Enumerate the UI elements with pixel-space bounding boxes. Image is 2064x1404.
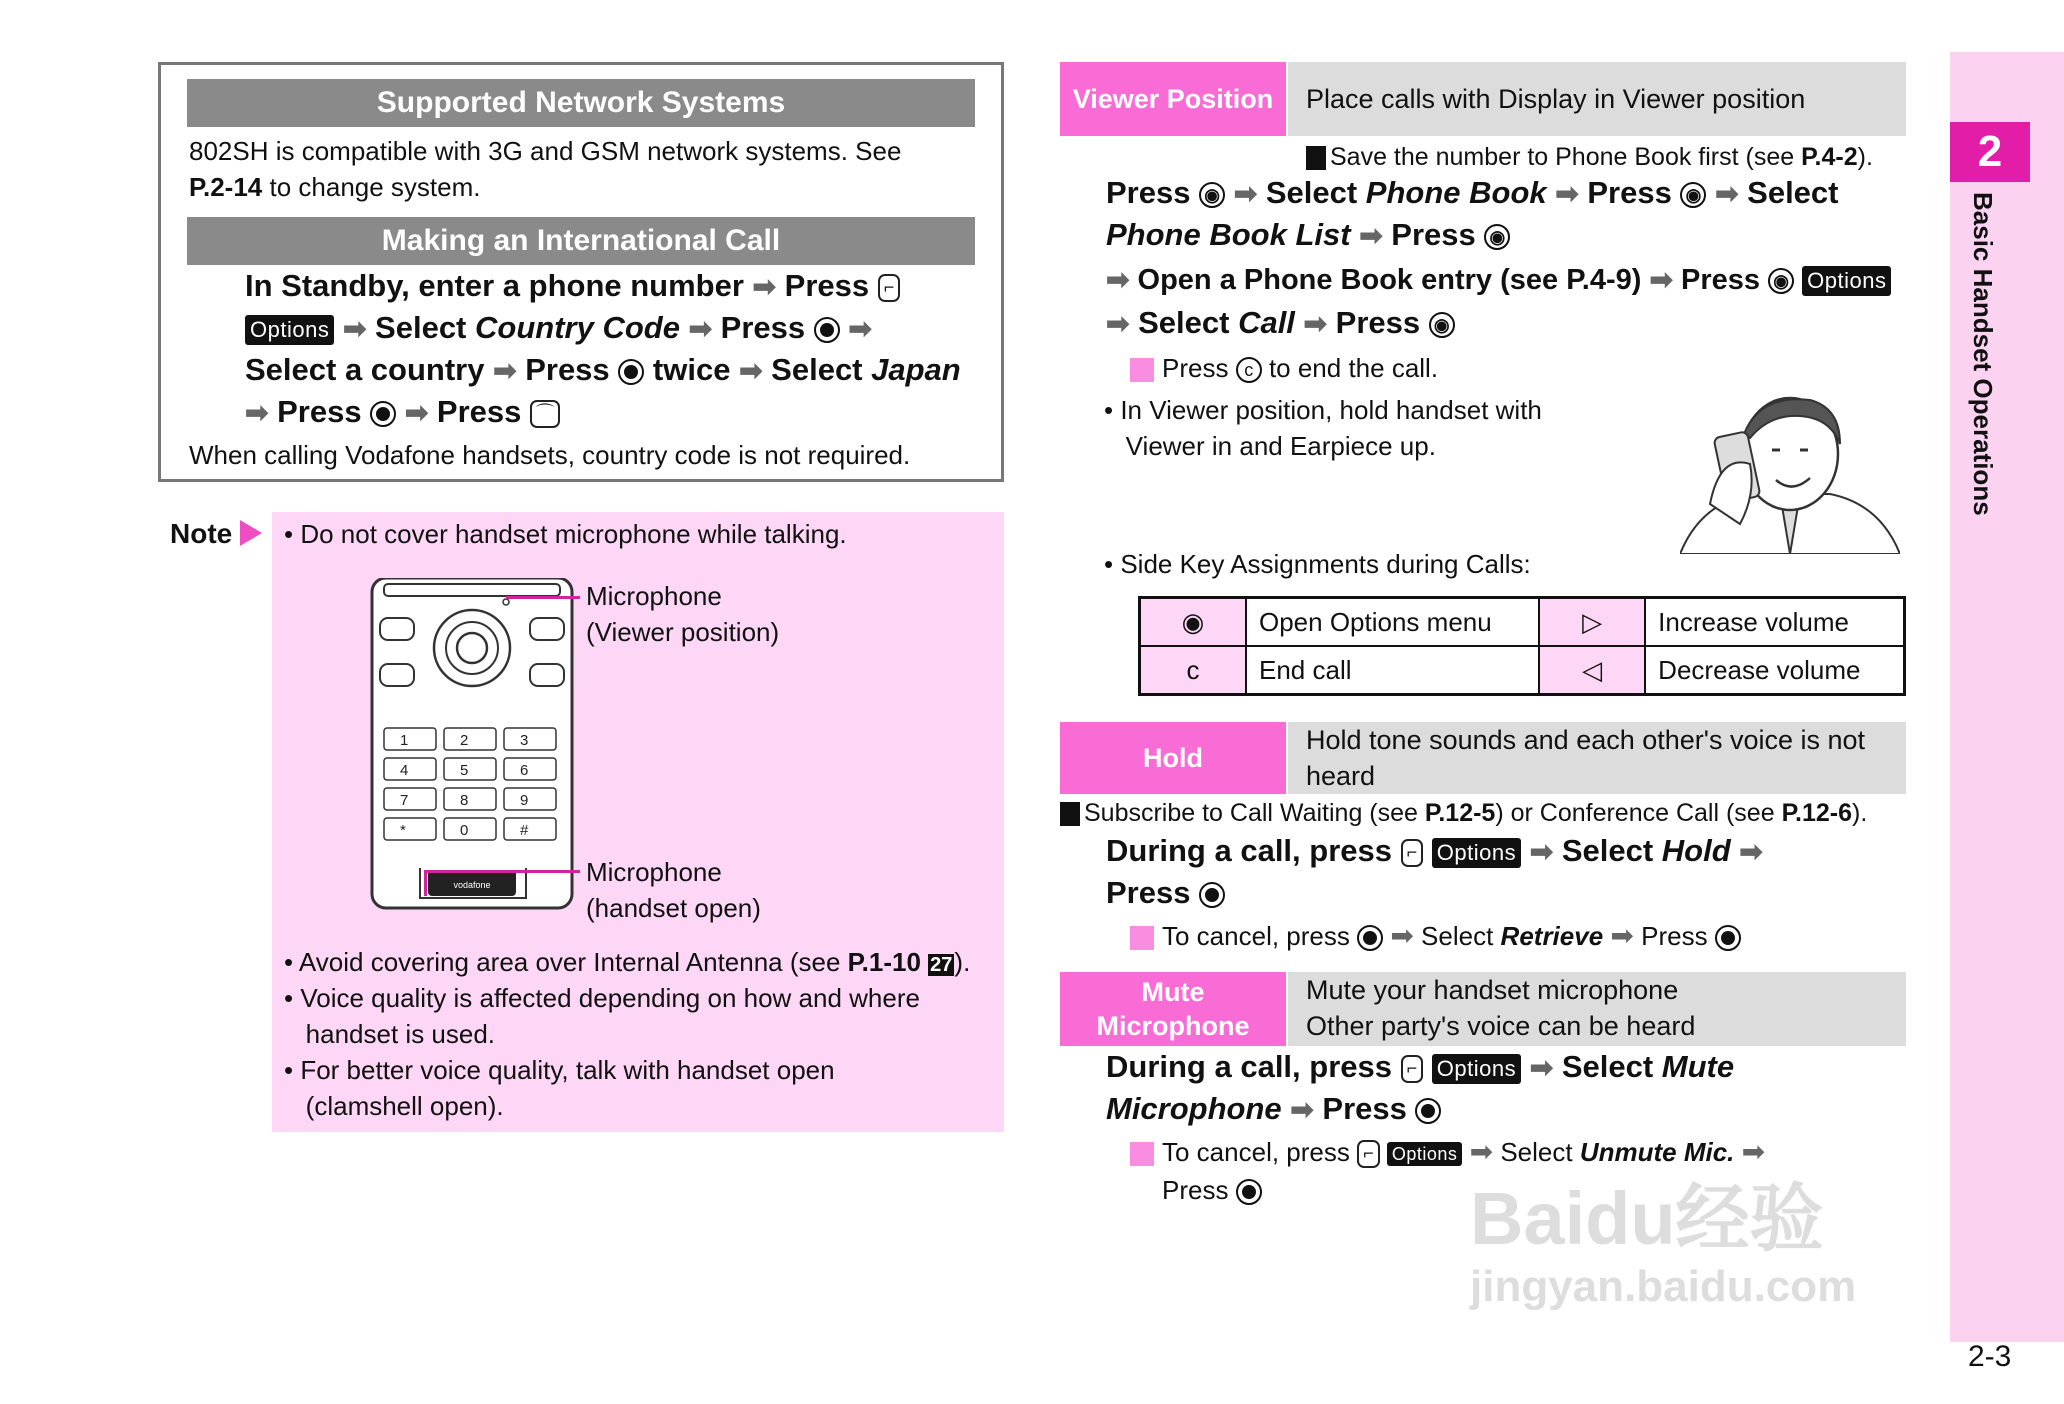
networks-line2: to change system. [262,172,481,202]
table-cell-key: ◉ [1140,598,1247,647]
viewer-s1-c: Phone Book [1365,175,1547,210]
keypad-key-label: 2 [460,732,469,749]
phone-brand: vodafone [453,880,491,890]
arrow-icon: ➡ [404,397,429,428]
intl-l3-c: twice [652,352,731,387]
hold-pre-ref1: P.12-5 [1424,799,1496,827]
hold-pre-ref2: P.12-6 [1781,799,1852,827]
viewer-prerequisite [1306,140,1873,174]
viewer-bullet-1: • In Viewer position, hold handset with Viewer in and Earpiece up. [1104,395,1542,461]
table-row [1140,646,1905,695]
mic1-label-line2: (Viewer position) [586,617,780,647]
keypad-key-label: 1 [400,732,409,749]
hold-step-line-2 [1106,872,1225,914]
mute-section-label [1060,972,1286,1046]
left-softkey-icon: ⌐ [1357,1140,1380,1168]
antenna-ref-badge: 27 [930,954,953,976]
arrow-icon: ➡ [1106,308,1130,339]
networks-text [189,133,979,205]
intl-step-line-4 [245,391,560,434]
mic2-label-line1: Microphone [586,857,722,887]
hold-pre-end: ). [1852,799,1868,827]
side-key-icon: ◉ [1199,182,1225,208]
arrow-icon: ➡ [1390,920,1414,951]
note-bullet-3: • Voice quality is affected depending on how and where handset is used. [284,983,920,1049]
viewer-bullet-2: • Side Key Assignments during Calls: [1104,549,1531,579]
tip-icon [1130,1142,1154,1166]
table-cell-value: Open Options menu [1246,598,1539,647]
keypad-key [444,728,496,750]
hold-s1-b: Select [1561,833,1654,868]
options-badge: Options [1432,838,1521,868]
intl-l3-a: Select a country [245,352,485,387]
viewer-section-desc: Place calls with Display in Viewer position [1288,62,1906,136]
keypad-key-label: 3 [520,732,529,749]
intl-l3-b: Press [525,352,610,387]
arrow-icon: ➡ [848,313,872,344]
man-on-phone-illustration [1680,394,1900,554]
note-label: Note [170,518,233,549]
keypad-key [384,788,436,810]
note-bullet-2-text: Avoid covering area over Internal Antenna (see [298,947,848,977]
c-key-icon: c [1236,357,1262,383]
left-softkey-icon: ⌐ [1401,839,1424,867]
hold-cancel [1130,918,1741,954]
arrow-icon: ➡ [1233,178,1258,209]
mic2-pointer-drop [424,870,427,896]
viewer-pre-text: Save the number to Phone Book first (see [1330,143,1802,171]
arrow-icon: ➡ [1610,920,1634,951]
table-cell-value: End call [1246,646,1539,695]
mute-cancel-c: Unmute Mic. [1579,1137,1735,1167]
viewer-s1-b: Select [1265,175,1358,210]
options-badge: Options [245,315,334,345]
arrow-icon: ➡ [688,313,713,344]
keypad-key-label: 4 [400,762,409,779]
side-key-icon: ◉ [1768,268,1794,294]
viewer-end-call [1130,350,1438,386]
keypad-key-label: 9 [520,792,529,809]
options-badge: Options [1432,1054,1521,1084]
hold-prerequisite [1060,796,1867,830]
intl-step-line-1 [245,265,900,308]
left-softkey-icon: ⌐ [1401,1055,1424,1083]
arrow-icon: ➡ [493,355,517,386]
watermark-url: jingyan.baidu.com [1470,1262,1857,1311]
handset-illustration [366,578,578,914]
arrow-icon: ➡ [1741,1136,1766,1167]
keypad-key [504,758,556,780]
table-cell-key: c [1140,646,1247,695]
networks-heading: Supported Network Systems [187,79,975,127]
keypad-key [384,818,436,840]
viewer-bullet-1-l2: Viewer in and Earpiece up. [1125,431,1436,461]
mute-desc-l1: Mute your handset microphone [1306,975,1679,1005]
mic2-pointer [424,870,580,873]
arrow-icon: ➡ [1359,220,1383,251]
mute-step-line-1 [1106,1046,1734,1089]
note-bullet-4: • For better voice quality, talk with handset open (clamshell open). [284,1055,835,1121]
intl-l2-c: Press [720,310,806,345]
keypad-key-label: 8 [460,792,469,809]
mute-cancel-line2 [1162,1172,1262,1208]
mute-cancel-d: Press [1162,1175,1229,1205]
mic2-label-line2: (handset open) [586,893,761,923]
mute-s1-a: During a call, press [1106,1049,1392,1084]
arrow-icon: ➡ [1290,1094,1314,1125]
intl-l1-b: Press [784,268,870,303]
mute-s2-b: Press [1322,1091,1407,1126]
arrow-icon: ➡ [342,313,367,344]
viewer-end-b: to end the call. [1268,353,1439,383]
intl-heading: Making an International Call [187,217,975,265]
arrow-icon: ➡ [1303,308,1328,339]
hold-step-line-1 [1106,830,1763,873]
table-cell-value: Decrease volume [1645,646,1904,695]
prerequisite-icon [1060,802,1080,826]
mic1-label [586,578,779,650]
viewer-step-line-3 [1106,259,1891,301]
viewer-s1-e: Select [1747,175,1839,210]
hold-pre-b: ) or Conference Call (see [1495,799,1782,827]
arrow-icon: ➡ [1106,264,1130,295]
center-key-icon [1357,925,1383,951]
hold-cancel-b: Select [1421,921,1494,951]
hold-cancel-c: Retrieve [1500,921,1604,951]
arrow-icon: ➡ [752,271,777,302]
keypad-key [504,818,556,840]
chapter-title: Basic Handset Operations [1968,192,1998,516]
viewer-s4-b: Call [1238,305,1295,340]
viewer-step-line-4 [1106,302,1455,345]
note-bullet-1: • Do not cover handset microphone while talking. [284,519,847,549]
arrow-icon: ➡ [1469,1136,1494,1167]
note-bullet-2: • Avoid covering area over Internal Antenna (see P.1-10 27). [284,947,971,977]
network-info-box [158,62,1004,482]
viewer-pre-ref: P.4-2 [1801,143,1858,171]
intl-step-line-3 [245,349,961,392]
mute-label-l2: Microphone [1096,1011,1250,1041]
keypad-key [504,788,556,810]
hold-section-label: Hold [1060,722,1286,794]
intl-l4-a: Press [277,394,362,429]
networks-line1: 802SH is compatible with 3G and GSM network systems. See [189,136,902,166]
viewer-s3-b: Press [1681,264,1761,296]
keypad-key [384,758,436,780]
viewer-step-line-2 [1106,214,1510,257]
viewer-s3-a: Open a Phone Book entry (see P.4-9) [1137,264,1642,296]
side-key-icon: ◉ [1484,224,1510,250]
note-bullet-3-l1: Voice quality is affected depending on how and where [300,983,920,1013]
keypad-key [444,788,496,810]
keypad-key [444,758,496,780]
mic1-pointer [506,596,580,599]
table-cell-key: ◁ [1539,646,1645,695]
keypad-key-label: # [520,822,529,839]
watermark-logo: Baidu经验 [1470,1177,1824,1260]
note-bullet-3-l2: handset is used. [305,1019,496,1049]
chapter-number: 2 [1950,122,2030,182]
viewer-bullet-1-l1: In Viewer position, hold handset with [1120,395,1542,425]
viewer-s1-a: Press [1106,175,1191,210]
mute-desc-l2: Other party's voice can be heard [1306,1011,1696,1041]
center-key-icon [1415,1098,1441,1124]
viewer-s4-c: Press [1335,305,1421,340]
mic1-label-line1: Microphone [586,581,722,611]
side-key-icon: ◉ [1680,182,1706,208]
mute-s2-a: Microphone [1106,1091,1282,1126]
note-bullet-4-l2: (clamshell open). [305,1091,504,1121]
viewer-end-a: Press [1162,353,1229,383]
hold-s1-a: During a call, press [1106,833,1392,868]
hold-s1-c: Hold [1661,833,1731,868]
note-arrow-icon [240,520,262,546]
center-key-icon [1236,1179,1262,1205]
intl-l3-d: Select [771,352,863,387]
keypad-key [444,818,496,840]
keypad-key [504,728,556,750]
page-number: 2-3 [1968,1340,2012,1373]
hold-cancel-a: To cancel, press [1162,921,1350,951]
arrow-icon: ➡ [739,355,763,386]
arrow-icon: ➡ [1739,836,1763,867]
center-key-icon [814,317,840,343]
viewer-bullet-2-text: Side Key Assignments during Calls: [1120,549,1531,579]
keypad-key-label: 5 [460,762,469,779]
keypad-key-label: * [400,822,406,839]
table-row [1140,598,1905,647]
keypad-key-label: 7 [400,792,409,809]
hold-cancel-d: Press [1641,921,1708,951]
note-bullet-1-text: Do not cover handset microphone while talking. [300,519,847,549]
mute-label-l1: Mute [1141,977,1205,1007]
intl-l2-a: Select [375,310,467,345]
intl-l3-e: Japan [871,352,961,387]
viewer-s4-a: Select [1138,305,1230,340]
intl-footnote: When calling Vodafone handsets, country code is not required. [189,440,911,470]
keypad-key [384,728,436,750]
note-bullet-2-end: ). [954,947,971,977]
tip-icon [1130,926,1154,950]
intl-l1-a: In Standby, enter a phone number [245,268,744,303]
mute-step-line-2 [1106,1088,1441,1131]
arrow-icon: ➡ [1649,264,1673,295]
center-key-icon [1715,925,1741,951]
side-key-icon: ◉ [1429,312,1455,338]
arrow-icon: ➡ [1529,836,1554,867]
mute-cancel-a: To cancel, press [1162,1137,1350,1167]
viewer-s2-a: Phone Book List [1106,217,1351,252]
center-key-icon [618,359,644,385]
hold-pre-a: Subscribe to Call Waiting (see [1084,799,1425,827]
table-cell-value: Increase volume [1645,598,1904,647]
hold-section-desc [1288,722,1906,794]
start-key-icon: ⌒ [530,400,560,428]
options-badge: Options [1802,266,1891,296]
viewer-s1-d: Press [1587,175,1672,210]
center-key-icon [370,401,396,427]
viewer-step-line-1 [1106,172,1839,215]
center-key-icon [1199,882,1225,908]
note-bullet-4-l1: For better voice quality, talk with handset open [300,1055,835,1085]
mute-section-desc [1288,972,1906,1046]
networks-ref: P.2-14 [189,172,263,202]
hold-desc-l1: Hold tone sounds and each other's voice is not [1306,725,1866,755]
table-cell-key: ▷ [1539,598,1645,647]
viewer-section-label: Viewer Position [1060,62,1286,136]
keypad-key-label: 6 [520,762,529,779]
tip-icon [1130,358,1154,382]
side-key-table [1138,596,1906,696]
hold-s2: Press [1106,875,1191,910]
arrow-icon: ➡ [1715,178,1739,209]
arrow-icon: ➡ [1555,178,1579,209]
left-softkey-icon: ⌐ [878,274,901,302]
hold-desc-l2: heard [1306,761,1376,791]
note-bullet-2-ref: P.1-10 [847,947,921,977]
mute-cancel-b: Select [1500,1137,1573,1167]
options-badge: Options [1387,1142,1463,1166]
viewer-s2-b: Press [1391,217,1476,252]
arrow-icon: ➡ [1529,1052,1554,1083]
viewer-pre-end: ). [1857,143,1873,171]
intl-l2-b: Country Code [475,310,680,345]
mute-s1-c: Mute [1661,1049,1735,1084]
intl-l4-b: Press [436,394,522,429]
mute-s1-b: Select [1561,1049,1654,1084]
prerequisite-icon [1306,146,1326,170]
intl-step-line-2 [245,307,872,350]
keypad-key-label: 0 [460,822,469,839]
mic2-label [586,854,761,926]
arrow-icon: ➡ [245,397,269,428]
